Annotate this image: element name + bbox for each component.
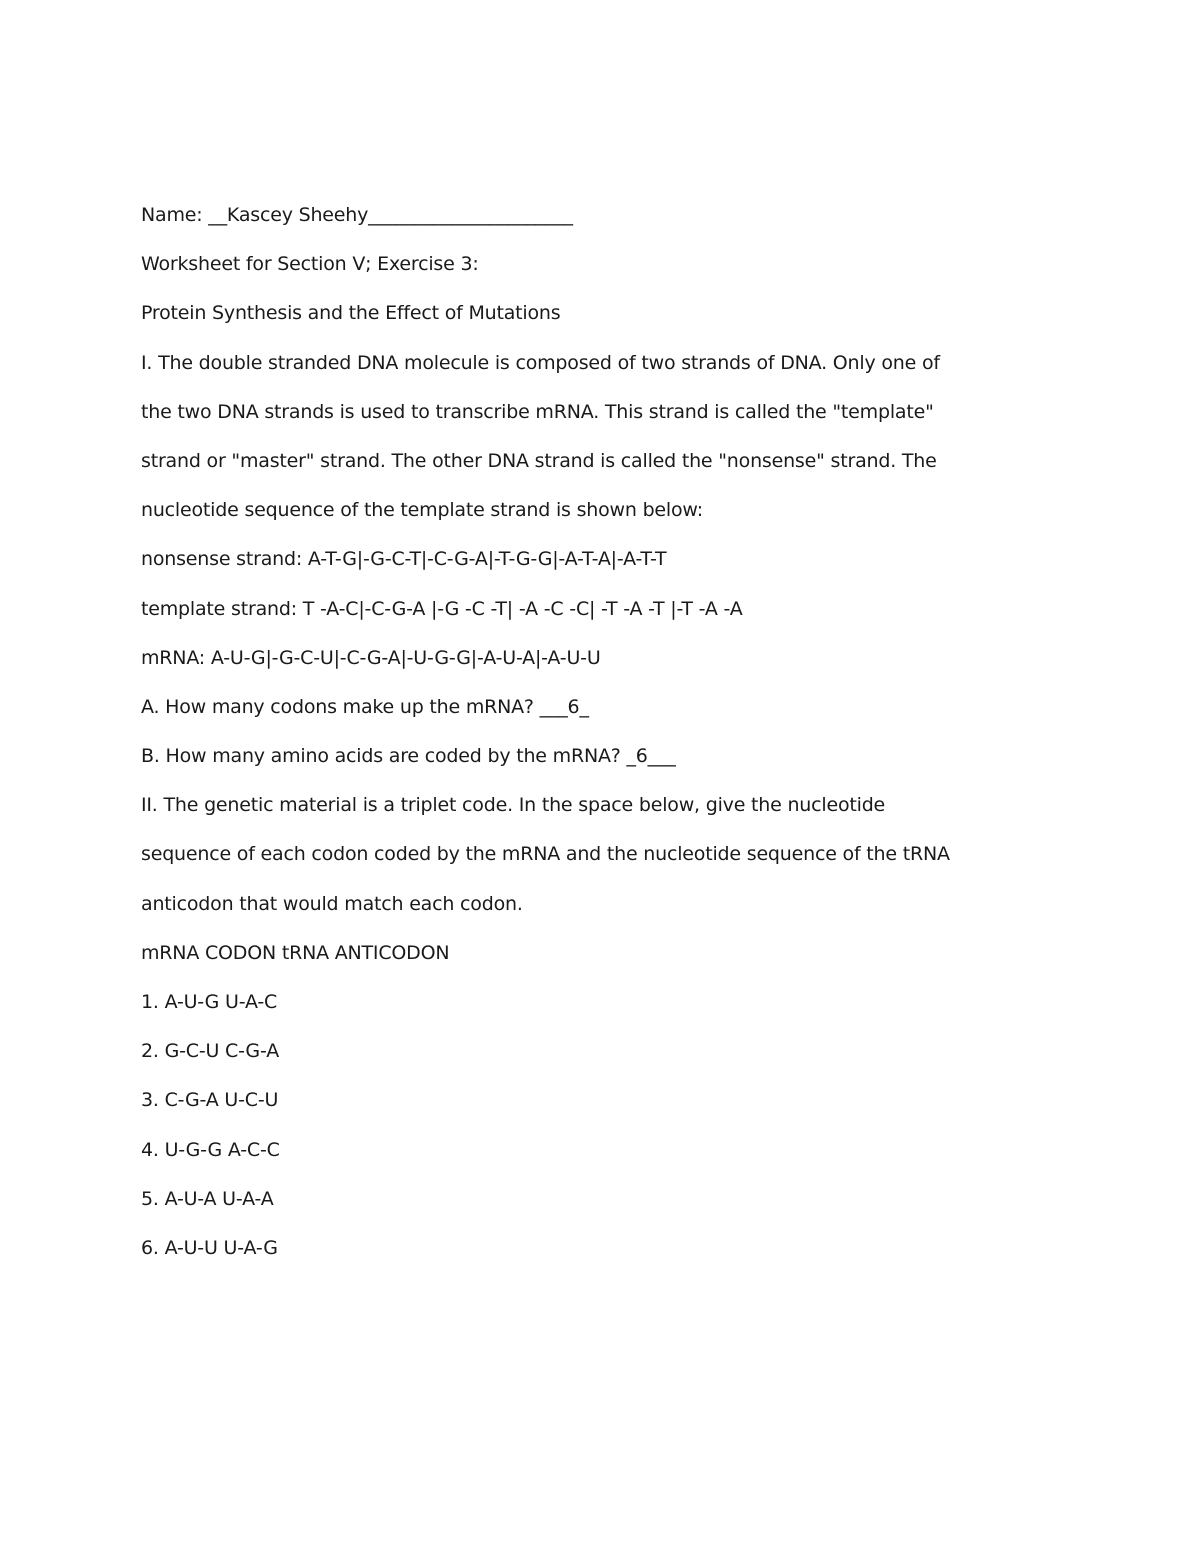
section1-paragraph-line: I. The double stranded DNA molecule is composed of two strands of DNA. Only one of	[141, 351, 940, 374]
name-line: Name: __Kascey Sheehy______________________	[141, 204, 573, 226]
section1-paragraph-line: the two DNA strands is used to transcribe mRNA. This strand is called the "template"	[141, 400, 934, 423]
codon-table-header: mRNA CODON tRNA ANTICODON	[141, 941, 450, 964]
section1-paragraph-line: nucleotide sequence of the template strand is shown below:	[141, 499, 703, 522]
codon-row: 2. G-C-U C-G-A	[141, 1040, 279, 1063]
worksheet-line: Worksheet for Section V; Exercise 3:	[141, 253, 479, 276]
template-strand: template strand: T -A-C|-C-G-A |-G -C -T| -A -C -C| -T -A -T |-T -A -A	[141, 597, 743, 620]
section2-paragraph-line: anticodon that would match each codon.	[141, 892, 523, 915]
codon-row: 3. C-G-A U-C-U	[141, 1089, 279, 1112]
codon-row: 6. A-U-U U-A-G	[141, 1236, 278, 1259]
mrna-sequence: mRNA: A-U-G|-G-C-U|-C-G-A|-U-G-G|-A-U-A|-A-U-U	[141, 646, 601, 669]
codon-row: 5. A-U-A U-A-A	[141, 1187, 274, 1210]
section2-paragraph-line: II. The genetic material is a triplet code. In the space below, give the nucleotide	[141, 794, 886, 817]
worksheet-content	[141, 191, 1061, 1273]
question-b: B. How many amino acids are coded by the mRNA? _6___	[141, 745, 676, 768]
codon-row: 1. A-U-G U-A-C	[141, 991, 278, 1013]
worksheet-title: Protein Synthesis and the Effect of Mutations	[141, 302, 561, 325]
question-a: A. How many codons make up the mRNA? ___6_	[141, 695, 589, 718]
codon-row: 4. U-G-G A-C-C	[141, 1138, 280, 1161]
section2-paragraph-line: sequence of each codon coded by the mRNA and the nucleotide sequence of the tRNA	[141, 843, 950, 866]
nonsense-strand: nonsense strand: A-T-G|-G-C-T|-C-G-A|-T-G-G|-A-T-A|-A-T-T	[141, 548, 667, 571]
section1-paragraph-line: strand or "master" strand. The other DNA strand is called the "nonsense" strand. The	[141, 449, 937, 472]
